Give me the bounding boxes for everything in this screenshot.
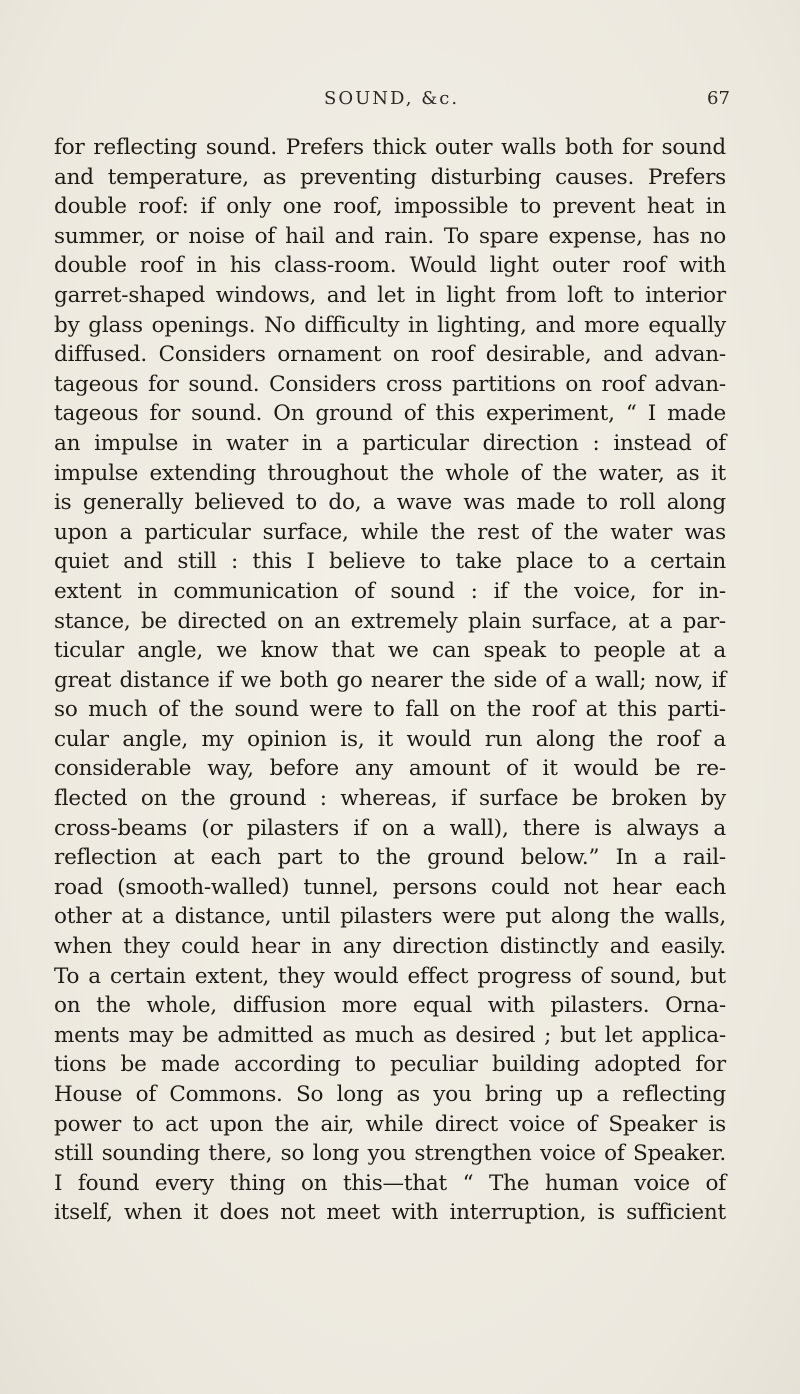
- text-line: so much of the sound were to fall on the roof at this parti-: [54, 697, 726, 723]
- text-line: I found every thing on this—that “ The human voice of: [54, 1170, 726, 1196]
- text-line: flected on the ground : whereas, if surface be broken by: [54, 786, 726, 812]
- text-line: is generally believed to do, a wave was made to roll along: [54, 490, 726, 516]
- text-line: summer, or noise of hail and rain. To spare expense, has no: [54, 223, 726, 249]
- text-line: for reflecting sound. Prefers thick outer walls both for sound: [54, 135, 726, 160]
- text-line: impulse extending throughout the whole of the water, as it: [54, 460, 726, 486]
- text-line: House of Commons. So long as you bring up a reflecting: [54, 1082, 726, 1107]
- text-line: reflection at each part to the ground below.” In a rail-: [54, 845, 726, 871]
- text-line: on the whole, diffusion more equal with pilasters. Orna-: [54, 993, 726, 1019]
- page-number: 67: [707, 88, 730, 109]
- text-line: garret-shaped windows, and let in light from loft to interior: [54, 282, 726, 308]
- text-line: tageous for sound. Considers cross partitions on roof advan-: [54, 371, 726, 397]
- text-line: ticular angle, we know that we can speak to people at a: [54, 638, 726, 664]
- text-line: when they could hear in any direction distinctly and easily.: [54, 934, 726, 960]
- text-line: itself, when it does not meet with interruption, is sufficient: [54, 1200, 726, 1226]
- text-line: cular angle, my opinion is, it would run along the roof a: [54, 726, 726, 752]
- text-line: power to act upon the air, while direct voice of Speaker is: [54, 1111, 726, 1137]
- text-line: an impulse in water in a particular direction : instead of: [54, 430, 726, 456]
- running-head: [0, 88, 800, 118]
- text-line: tions be made according to peculiar building adopted for: [54, 1052, 726, 1078]
- text-line: stance, be directed on an extremely plain surface, at a par-: [54, 608, 726, 634]
- body-text: [54, 133, 726, 1228]
- text-line: road (smooth-walled) tunnel, persons could not hear each: [54, 874, 726, 900]
- text-line: considerable way, before any amount of it would be re-: [54, 756, 726, 782]
- text-line: great distance if we both go nearer the side of a wall; now, if: [54, 667, 726, 693]
- text-line: cross-beams (or pilasters if on a wall), there is always a: [54, 815, 726, 841]
- text-line: upon a particular surface, while the rest of the water was: [54, 519, 726, 545]
- text-line: ments may be admitted as much as desired ; but let applica-: [54, 1022, 726, 1048]
- text-line: extent in communication of sound : if the voice, for in-: [54, 578, 726, 604]
- text-line: To a certain extent, they would effect progress of sound, but: [54, 963, 726, 989]
- text-line: quiet and still : this I believe to take place to a certain: [54, 549, 726, 575]
- text-line: still sounding there, so long you strengthen voice of Speaker.: [54, 1141, 726, 1167]
- text-line: double roof in his class-room. Would light outer roof with: [54, 253, 726, 279]
- text-line: by glass openings. No difficulty in lighting, and more equally: [54, 312, 726, 338]
- running-head-title: SOUND, &c.: [324, 88, 460, 109]
- text-line: and temperature, as preventing disturbing causes. Prefers: [54, 164, 726, 190]
- text-line: tageous for sound. On ground of this experiment, “ I made: [54, 401, 726, 427]
- text-line: diffused. Considers ornament on roof desirable, and advan-: [54, 342, 726, 368]
- text-line: other at a distance, until pilasters were put along the walls,: [54, 904, 726, 930]
- text-line: double roof: if only one roof, impossible to prevent heat in: [54, 194, 726, 220]
